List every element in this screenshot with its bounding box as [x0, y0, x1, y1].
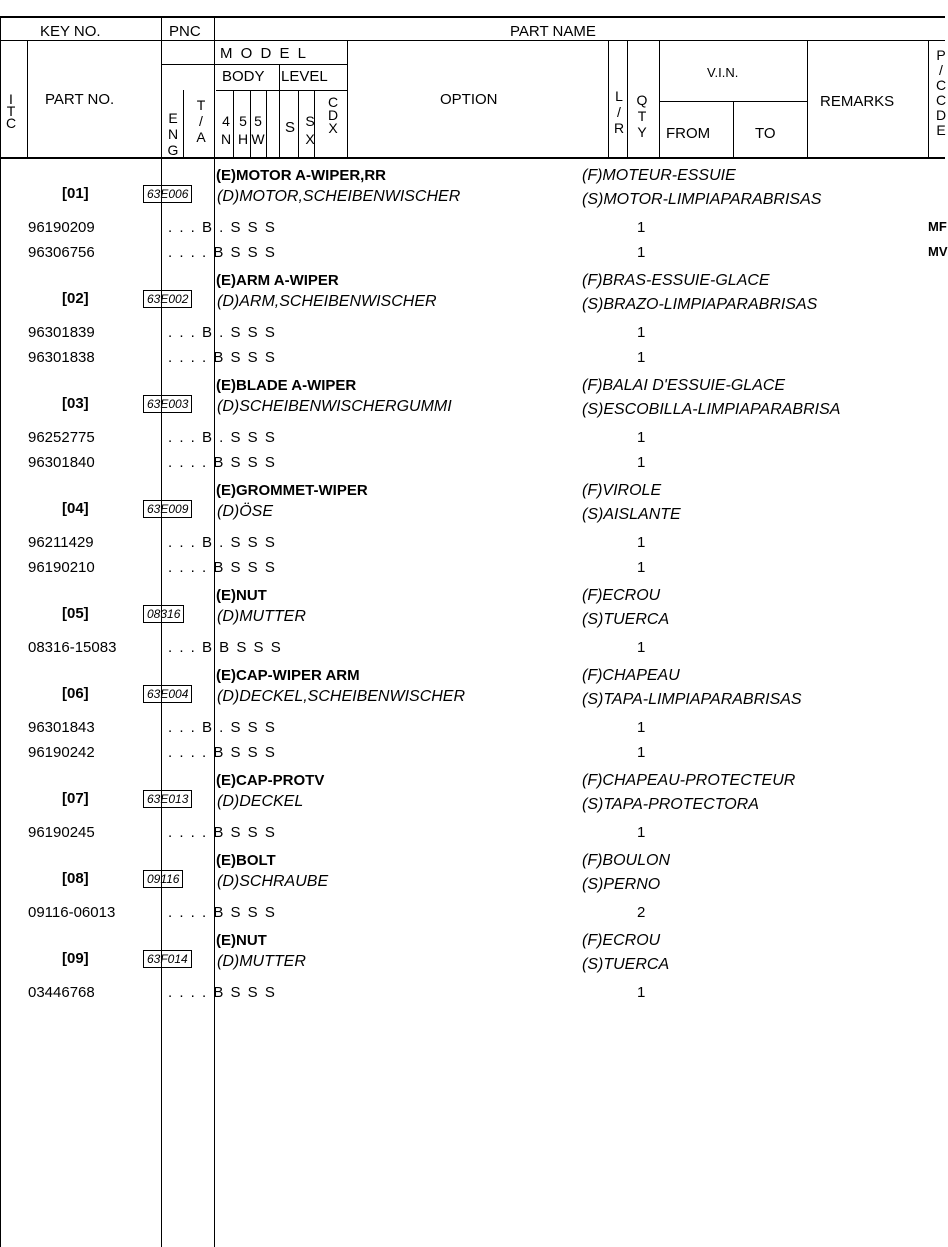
body-5h-header-letter: 5: [239, 113, 247, 129]
level-sx-header: [303, 112, 317, 148]
part-name-french: (F)BRAS-ESSUIE-GLACE: [582, 272, 770, 289]
remarks-code: MF: [928, 219, 947, 234]
part-name-english: (E)MOTOR A-WIPER,RR: [216, 167, 386, 184]
level-sx-header-letter: X: [305, 131, 315, 147]
pnc-code: 63F014: [143, 950, 192, 968]
itc-header-letter: C: [5, 115, 17, 131]
part-name-english: (E)CAP-WIPER ARM: [216, 667, 360, 684]
part-name-french: (F)ECROU: [582, 932, 661, 949]
horizontal-rule: [0, 16, 945, 18]
part-number: 96301838: [28, 349, 95, 366]
model-codes: . . . B B S S S: [168, 639, 282, 656]
part-name-german: (D)SCHRAUBE: [217, 873, 329, 890]
vertical-rule: [27, 40, 28, 158]
vertical-rule: [807, 40, 808, 158]
vertical-rule: [0, 16, 1, 1247]
quantity: 1: [637, 349, 646, 366]
part-name-french: (F)CHAPEAU: [582, 667, 680, 684]
ta-header: [194, 97, 208, 145]
part-no-header: PART NO.: [45, 91, 115, 108]
part-name-spanish: (S)TAPA-PROTECTORA: [582, 796, 759, 813]
vertical-rule: [233, 90, 234, 158]
remarks-header: REMARKS: [820, 93, 895, 110]
part-name-german: (D)MOTOR,SCHEIBENWISCHER: [217, 188, 461, 205]
model-codes: . . . B . S S S: [168, 429, 276, 446]
part-name-spanish: (S)PERNO: [582, 876, 661, 893]
level-cdx-header-letter: D: [327, 107, 339, 123]
part-number: 96252775: [28, 429, 95, 446]
horizontal-rule: [216, 90, 347, 91]
quantity: 2: [637, 904, 646, 921]
vertical-rule: [298, 90, 299, 158]
eng-header: [166, 110, 180, 158]
pcode-header-letter: C: [935, 77, 947, 93]
pcode-header-letter: P: [936, 47, 946, 63]
part-name-german: (D)SCHEIBENWISCHERGUMMI: [217, 398, 452, 415]
key-number: [03]: [62, 395, 89, 412]
part-name-french: (F)BOULON: [582, 852, 670, 869]
model-codes: . . . . B S S S: [168, 454, 276, 471]
part-name-german: (D)ÖSE: [217, 503, 273, 520]
pnc-code: 08316: [143, 605, 184, 623]
lr-header-letter: L: [615, 88, 623, 104]
quantity: 1: [637, 244, 646, 261]
model-codes: . . . B . S S S: [168, 219, 276, 236]
model-codes: . . . . B S S S: [168, 559, 276, 576]
part-name-french: (F)ECROU: [582, 587, 661, 604]
quantity: 1: [637, 454, 646, 471]
key-number: [08]: [62, 870, 89, 887]
part-number: 08316-15083: [28, 639, 117, 656]
quantity: 1: [637, 219, 646, 236]
model-codes: . . . B . S S S: [168, 719, 276, 736]
key-number: [04]: [62, 500, 89, 517]
lr-header-letter: R: [613, 120, 625, 136]
model-codes: . . . B . S S S: [168, 534, 276, 551]
quantity: 1: [637, 744, 646, 761]
quantity: 1: [637, 984, 646, 1001]
body-header: BODY: [222, 68, 265, 85]
part-name-header: PART NAME: [510, 23, 596, 40]
qty-header-letter: T: [637, 108, 647, 124]
eng-header-letter: G: [167, 142, 179, 158]
vin-from-header: FROM: [666, 125, 711, 142]
part-number: 96190210: [28, 559, 95, 576]
level-cdx-header: [326, 96, 340, 135]
vertical-rule: [183, 90, 184, 158]
quantity: 1: [637, 824, 646, 841]
lr-header-letter: /: [617, 104, 621, 120]
quantity: 1: [637, 324, 646, 341]
key-number: [06]: [62, 685, 89, 702]
key-number: [02]: [62, 290, 89, 307]
part-name-german: (D)DECKEL: [217, 793, 304, 810]
key-number: [01]: [62, 185, 89, 202]
part-number: 96301840: [28, 454, 95, 471]
part-name-spanish: (S)AISLANTE: [582, 506, 681, 523]
part-name-spanish: (S)ESCOBILLA-LIMPIAPARABRISA: [582, 401, 841, 418]
part-name-english: (E)BLADE A-WIPER: [216, 377, 357, 394]
model-codes: . . . . B S S S: [168, 744, 276, 761]
level-s-header: S: [285, 119, 296, 136]
itc-header-letter: I: [9, 91, 13, 107]
pnc-code: 63E002: [143, 290, 192, 308]
quantity: 1: [637, 719, 646, 736]
qty-header: [635, 92, 649, 140]
vin-header: V.I.N.: [707, 65, 739, 80]
pcode-header-letter: /: [939, 62, 943, 78]
body-5h-header: [236, 112, 250, 148]
pnc-code: 63E013: [143, 790, 192, 808]
ta-header-letter: /: [199, 113, 203, 129]
part-name-spanish: (S)TUERCA: [582, 611, 670, 628]
body-4n-header-letter: 4: [222, 113, 230, 129]
level-cdx-header-letter: C: [327, 94, 339, 110]
part-name-english: (E)GROMMET-WIPER: [216, 482, 368, 499]
vertical-rule: [928, 40, 929, 158]
part-name-spanish: (S)BRAZO-LIMPIAPARABRISAS: [582, 296, 818, 313]
part-number: 96301839: [28, 324, 95, 341]
model-codes: . . . . B S S S: [168, 824, 276, 841]
horizontal-rule: [161, 64, 348, 65]
body-5w-header: [251, 112, 265, 148]
qty-header-letter: Q: [636, 92, 648, 108]
part-name-english: (E)ARM A-WIPER: [216, 272, 339, 289]
part-number: 96306756: [28, 244, 95, 261]
vertical-rule: [627, 40, 628, 158]
part-number: 03446768: [28, 984, 95, 1001]
vertical-rule: [266, 90, 267, 158]
quantity: 1: [637, 429, 646, 446]
remarks-code: MV: [928, 244, 948, 259]
body-5w-header-letter: W: [251, 131, 265, 147]
model-codes: . . . . B S S S: [168, 984, 276, 1001]
pnc-code: 63E009: [143, 500, 192, 518]
part-name-spanish: (S)MOTOR-LIMPIAPARABRISAS: [582, 191, 822, 208]
body-5h-header-letter: H: [237, 131, 249, 147]
eng-header-letter: E: [168, 110, 178, 126]
ta-header-letter: T: [196, 97, 206, 113]
part-name-spanish: (S)TUERCA: [582, 956, 670, 973]
part-number: 96190209: [28, 219, 95, 236]
part-name-french: (F)BALAI D'ESSUIE-GLACE: [582, 377, 786, 394]
part-number: 96301843: [28, 719, 95, 736]
pnc-code: 63E003: [143, 395, 192, 413]
part-number: 96190242: [28, 744, 95, 761]
part-name-german: (D)MUTTER: [217, 608, 306, 625]
part-name-english: (E)NUT: [216, 932, 267, 949]
qty-header-letter: Y: [637, 124, 647, 140]
lr-header: [612, 88, 626, 136]
model-codes: . . . B . S S S: [168, 324, 276, 341]
part-number: 09116-06013: [28, 904, 116, 921]
pnc-header: PNC: [169, 23, 201, 40]
part-name-english: (E)BOLT: [216, 852, 276, 869]
key-number: [05]: [62, 605, 89, 622]
model-codes: . . . . B S S S: [168, 904, 276, 921]
pnc-code: 63E004: [143, 685, 192, 703]
ta-header-letter: A: [196, 129, 206, 145]
part-name-german: (D)DECKEL,SCHEIBENWISCHER: [217, 688, 466, 705]
itc-header-letter: T: [6, 103, 16, 119]
part-name-french: (F)MOTEUR-ESSUIE: [582, 167, 736, 184]
key-no-header: KEY NO.: [40, 23, 101, 40]
level-sx-header-letter: S: [305, 113, 315, 129]
part-name-french: (F)VIROLE: [582, 482, 662, 499]
horizontal-rule: [0, 40, 945, 41]
level-cdx-header-letter: X: [328, 120, 338, 136]
part-name-french: (F)CHAPEAU-PROTECTEUR: [582, 772, 796, 789]
eng-header-letter: N: [167, 126, 179, 142]
pcode-header: [934, 48, 948, 138]
horizontal-rule: [0, 157, 945, 159]
part-name-german: (D)MUTTER: [217, 953, 306, 970]
pcode-header-letter: C: [935, 92, 947, 108]
pcode-header-letter: E: [936, 122, 946, 138]
part-name-english: (E)CAP-PROTV: [216, 772, 325, 789]
body-5w-header-letter: 5: [254, 113, 262, 129]
part-number: 96211429: [28, 534, 94, 551]
model-codes: . . . . B S S S: [168, 349, 276, 366]
vertical-rule: [214, 16, 215, 1247]
pnc-code: 09116: [143, 870, 183, 888]
part-number: 96190245: [28, 824, 95, 841]
quantity: 1: [637, 639, 646, 656]
vertical-rule: [659, 40, 660, 158]
vertical-rule: [347, 40, 348, 158]
vertical-rule: [279, 64, 280, 158]
vertical-rule: [608, 40, 609, 158]
vertical-rule: [733, 101, 734, 158]
model-header: M O D E L: [220, 45, 309, 62]
part-name-english: (E)NUT: [216, 587, 267, 604]
quantity: 1: [637, 534, 646, 551]
pcode-header-letter: D: [935, 107, 947, 123]
body-4n-header: [219, 112, 233, 148]
itc-header: [4, 93, 18, 129]
model-codes: . . . . B S S S: [168, 244, 276, 261]
level-header: LEVEL: [281, 68, 328, 85]
body-4n-header-letter: N: [220, 131, 232, 147]
key-number: [07]: [62, 790, 89, 807]
quantity: 1: [637, 559, 646, 576]
key-number: [09]: [62, 950, 89, 967]
vin-to-header: TO: [755, 125, 776, 142]
option-header: OPTION: [440, 91, 498, 108]
part-name-spanish: (S)TAPA-LIMPIAPARABRISAS: [582, 691, 802, 708]
pnc-code: 63E006: [143, 185, 192, 203]
part-name-german: (D)ARM,SCHEIBENWISCHER: [217, 293, 437, 310]
